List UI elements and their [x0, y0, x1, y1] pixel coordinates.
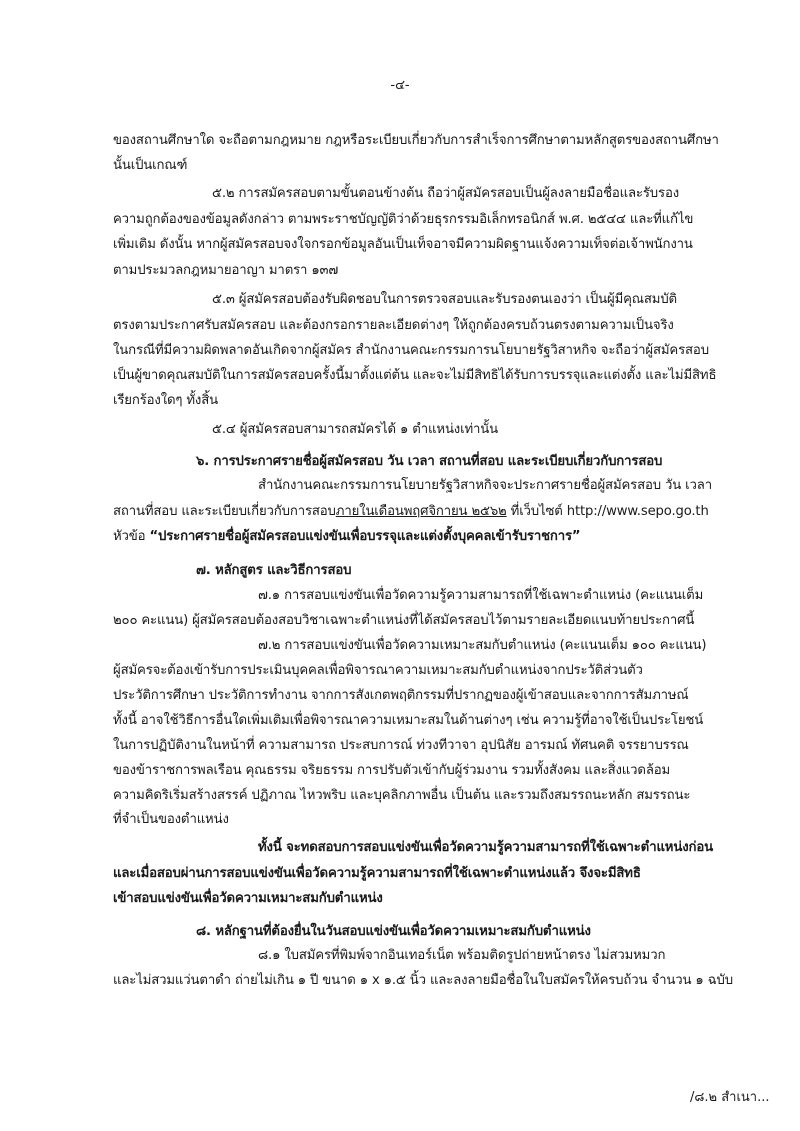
text-line: ความคิดริเริ่มสร้างสรรค์ ปฏิภาณ ไหวพริบ และบุคลิกภาพอื่น เป็นต้น และรวมถึงสมรรถนะหลัก สมรรถนะ	[113, 788, 691, 803]
text-line: ของสถานศึกษาใด จะถือตามกฎหมาย กฎหรือระเบียบเกี่ยวกับการสำเร็จการศึกษาตามหลักสูตรของสถานศึกษา	[113, 133, 719, 148]
text-line: ผู้สมัครจะต้องเข้ารับการประเมินบุคคลเพื่อพิจารณาความเหมาะสมกับตำแหน่งจากประวัติส่วนตัว	[113, 663, 643, 678]
text-line: เรียกร้องใดๆ ทั้งสิ้น	[113, 393, 218, 408]
page-continuation: /๘.๒ สำเนา...	[690, 1090, 770, 1105]
section-8-heading: ๘. หลักฐานที่ต้องยื่นในวันสอบแข่งขันเพื่อวัดความเหมาะสมกับตำแหน่ง	[196, 924, 591, 939]
clause-8-1: ๘.๑ ใบสมัครที่พิมพ์จากอินเทอร์เน็ต พร้อมติดรูปถ่ายหน้าตรง ไม่สวมหมวก	[258, 948, 666, 963]
section-6-heading: ๖. การประกาศรายชื่อผู้สมัครสอบ วัน เวลา สถานที่สอบ และระเบียบเกี่ยวกับการสอบ	[196, 454, 663, 469]
text-line: ๒๐๐ คะแนน) ผู้สมัครสอบต้องสอบวิชาเฉพาะตำแหน่งที่ได้สมัครสอบไว้ตามรายละเอียดแนบท้ายประกาศนี้	[113, 613, 695, 628]
underlined-date: ภายในเดือนพฤศจิกายน ๒๕๖๒	[335, 504, 507, 519]
text-line: ในกรณีที่มีความผิดพลาดอันเกิดจากผู้สมัคร สำนักงานคณะกรรมการนโยบายรัฐวิสาหกิจ จะถือว่าผู้สมัครสอบ	[113, 343, 709, 358]
text-line: ทั้งนี้ อาจใช้วิธีการอื่นใดเพิ่มเติมเพื่อพิจารณาความเหมาะสมในด้านต่างๆ เช่น ความรู้ที่อาจใช้เป็นประโยชน์	[113, 713, 704, 728]
clause-7-2: ๗.๒ การสอบแข่งขันเพื่อวัดความเหมาะสมกับตำแหน่ง (คะแนนเต็ม ๑๐๐ คะแนน)	[258, 638, 707, 653]
note-line: และเมื่อสอบผ่านการสอบแข่งขันเพื่อวัดความรู้ความสามารถที่ใช้เฉพาะตำแหน่งแล้ว จึงจะมีสิทธิ	[113, 866, 641, 881]
text-line: ความถูกต้องของข้อมูลดังกล่าว ตามพระราชบัญญัติว่าด้วยธุรกรรมอิเล็กทรอนิกส์ พ.ศ. ๒๕๔๔ และที่แก้ไข	[113, 212, 694, 227]
text-line: เป็นผู้ขาดคุณสมบัติในการสมัครสอบครั้งนี้มาตั้งแต่ต้น และจะไม่มีสิทธิได้รับการบรรจุและแต่งตั้ง และไม่มีสิทธิ	[113, 368, 717, 383]
text-line: ตรงตามประกาศรับสมัครสอบ และต้องกรอกรายละเอียดต่างๆ ให้ถูกต้องครบถ้วนตรงตามความเป็นจริง	[113, 318, 674, 333]
text-line: ของข้าราชการพลเรือน คุณธรรม จริยธรรม การปรับตัวเข้ากับผู้ร่วมงาน รวมทั้งสังคม และสิ่งแวดล้อม	[113, 763, 671, 778]
clause-5-3: ๕.๓ ผู้สมัครสอบต้องรับผิดชอบในการตรวจสอบและรับรองตนเองว่า เป็นผู้มีคุณสมบัติ	[212, 292, 677, 307]
text-line	[113, 527, 580, 547]
note-line: ทั้งนี้ จะทดสอบการสอบแข่งขันเพื่อวัดความรู้ความสามารถที่ใช้เฉพาะตำแหน่งก่อน	[258, 840, 713, 855]
text-line	[113, 502, 709, 522]
section-7-heading: ๗. หลักสูตร และวิธีการสอบ	[196, 563, 352, 578]
clause-7-1: ๗.๑ การสอบแข่งขันเพื่อวัดความรู้ความสามารถที่ใช้เฉพาะตำแหน่ง (คะแนนเต็ม	[258, 588, 704, 603]
text-line: ประวัติการศึกษา ประวัติการทำงาน จากการสังเกตพฤติกรรมที่ปรากฏของผู้เข้าสอบและจากการสัมภาษณ์	[113, 688, 689, 703]
page-number: -๔-	[390, 78, 410, 93]
text-line: ตามประมวลกฎหมายอาญา มาตรา ๑๓๗	[113, 263, 339, 278]
note-line: เข้าสอบแข่งขันเพื่อวัดความเหมาะสมกับตำแหน่ง	[113, 891, 383, 906]
website-link[interactable]: ที่เว็บไซต์ http://www.sepo.go.th	[506, 504, 709, 519]
text-line: ที่จำเป็นของตำแหน่ง	[113, 812, 229, 827]
text-segment: สถานที่สอบ และระเบียบเกี่ยวกับการสอบ	[113, 504, 336, 519]
text-line: สำนักงานคณะกรรมการนโยบายรัฐวิสาหกิจจะประกาศรายชื่อผู้สมัครสอบ วัน เวลา	[258, 478, 712, 493]
text-line: นั้นเป็นเกณฑ์	[113, 158, 188, 173]
clause-5-2: ๕.๒ การสมัครสอบตามขั้นตอนข้างต้น ถือว่าผู้สมัครสอบเป็นผู้ลงลายมือชื่อและรับรอง	[212, 186, 680, 201]
text-line: เพิ่มเติม ดังนั้น หากผู้สมัครสอบจงใจกรอกข้อมูลอันเป็นเท็จอาจมีความผิดฐานแจ้งความเท็จต่อเจ้าพนักงาน	[113, 237, 693, 252]
text-line: ในการปฏิบัติงานในหน้าที่ ความสามารถ ประสบการณ์ ท่วงทีวาจา อุปนิสัย อารมณ์ ทัศนคติ จรรยาบรรณ	[113, 738, 689, 753]
clause-5-4: ๕.๔ ผู้สมัครสอบสามารถสมัครได้ ๑ ตำแหน่งเท่านั้น	[212, 422, 498, 437]
quoted-title: “ประกาศรายชื่อผู้สมัครสอบแข่งขันเพื่อบรรจุและแต่งตั้งบุคคลเข้ารับราชการ”	[149, 529, 581, 544]
text-line: และไม่สวมแว่นตาดำ ถ่ายไม่เกิน ๑ ปี ขนาด ๑ x ๑.๕ นิ้ว และลงลายมือชื่อในใบสมัครให้ครบถ้วน จำนวน ๑ ฉบับ	[113, 973, 733, 988]
text-segment: หัวข้อ	[113, 529, 150, 544]
